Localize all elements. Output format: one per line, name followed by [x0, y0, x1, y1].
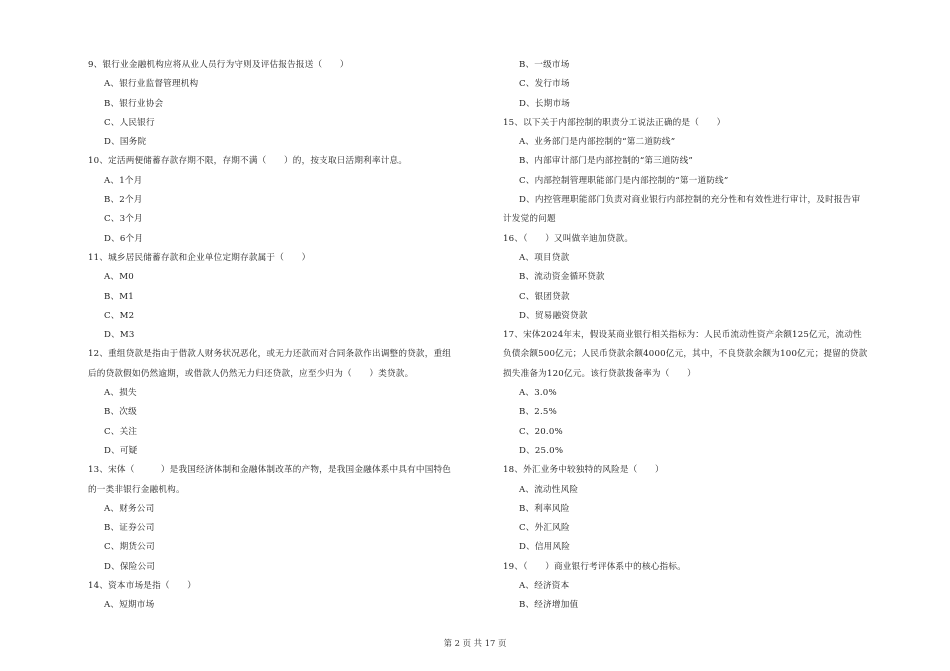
answer-option: A、3.0% [519, 388, 557, 399]
question-text-continued: 负债余额500亿元；人民币贷款余额4000亿元，其中，不良贷款余额为100亿元；提留的贷款 [503, 349, 868, 360]
question-text-continued: 后的贷款假如仍然逾期，或借款人仍然无力归还贷款，应至少归为（ ）类贷款。 [88, 368, 414, 379]
question-text: 17、宋体2024年末，假设某商业银行相关指标为：人民币流动性资产余额125亿元，流动性 [503, 330, 862, 341]
answer-option: B、经济增加值 [519, 600, 579, 611]
question-text: 18、外汇业务中较独特的风险是（ ） [503, 465, 664, 476]
answer-option: D、25.0% [519, 445, 564, 456]
answer-option: B、利率风险 [519, 503, 570, 514]
answer-option: B、2个月 [104, 195, 143, 206]
question-text: 19、（ ）商业银行考评体系中的核心指标。 [503, 561, 686, 572]
answer-option: D、国务院 [104, 137, 147, 148]
answer-option: A、经济资本 [519, 581, 570, 592]
answer-option: D、保险公司 [104, 561, 156, 572]
answer-option: D、M3 [104, 330, 135, 341]
answer-option: A、M0 [104, 272, 134, 283]
answer-option: B、2.5% [519, 407, 557, 418]
answer-option: C、外汇风险 [519, 523, 570, 534]
question-text-continued: 的一类非银行金融机构。 [88, 484, 185, 495]
question-text: 14、资本市场是指（ ） [88, 581, 197, 592]
answer-option: C、3个月 [104, 214, 143, 225]
answer-option: A、财务公司 [104, 503, 155, 514]
question-text: 16、（ ）又叫做辛迪加贷款。 [503, 233, 634, 244]
answer-option: B、一级市场 [519, 60, 570, 70]
answer-option: A、流动性风险 [519, 484, 579, 495]
page-footer: 第 2 页 共 17 页 [443, 638, 507, 648]
answer-option: B、内部审计部门是内部控制的“第三道防线” [519, 156, 693, 167]
answer-option: D、长期市场 [519, 98, 571, 109]
answer-option: D、可疑 [104, 445, 138, 456]
question-text: 11、城乡居民储蓄存款和企业单位定期存款属于（ ） [88, 252, 311, 263]
answer-option: D、6个月 [104, 233, 144, 244]
answer-option: C、发行市场 [519, 79, 570, 90]
answer-option: A、项目贷款 [519, 252, 570, 263]
answer-option: A、短期市场 [104, 600, 155, 611]
answer-option: A、银行业监督管理机构 [104, 79, 199, 90]
answer-option: B、流动资金循环贷款 [519, 272, 605, 283]
question-text: 13、宋体（ ）是我国经济体制和金融体制改革的产物，是我国金融体系中具有中国特色 [88, 465, 452, 476]
answer-option: B、证券公司 [104, 523, 155, 534]
answer-option: C、M2 [104, 310, 135, 321]
answer-option: A、1个月 [104, 175, 143, 186]
answer-option: C、关注 [104, 426, 138, 437]
answer-option: D、贸易融资贷款 [519, 310, 588, 321]
answer-option: D、信用风险 [519, 542, 571, 553]
right-column [503, 56, 908, 616]
answer-option: B、次级 [104, 407, 137, 418]
left-column [88, 56, 488, 616]
answer-option: C、银团贷款 [519, 291, 570, 302]
answer-option: A、业务部门是内部控制的“第二道防线” [519, 137, 676, 148]
answer-option: C、人民银行 [104, 117, 155, 128]
answer-option: B、M1 [104, 291, 134, 302]
question-text: 10、定活两便储蓄存款存期不限，存期不满（ ）的，按支取日活期利率计息。 [88, 156, 408, 167]
answer-option: C、期货公司 [104, 542, 155, 553]
question-text-continued: 损失准备为120亿元。该行贷款拨备率为（ ） [503, 368, 696, 379]
answer-option: C、内部控制管理职能部门是内部控制的“第一道防线” [519, 175, 729, 186]
question-text: 12、重组贷款是指由于借款人财务状况恶化，或无力还款而对合同条款作出调整的贷款，重组 [88, 349, 452, 360]
question-text-continued: 计发觉的问题 [503, 214, 556, 225]
question-text: 9、银行业金融机构应将从业人员行为守则及评估报告报送（ ） [88, 60, 349, 70]
answer-option: C、20.0% [519, 426, 563, 437]
answer-option: A、损失 [104, 388, 137, 399]
answer-option: B、银行业协会 [104, 98, 164, 109]
answer-option: D、内控管理职能部门负责对商业银行内部控制的充分性和有效性进行审计，及时报告审 [519, 195, 861, 206]
question-text: 15、以下关于内部控制的职责分工说法正确的是（ ） [503, 117, 726, 128]
